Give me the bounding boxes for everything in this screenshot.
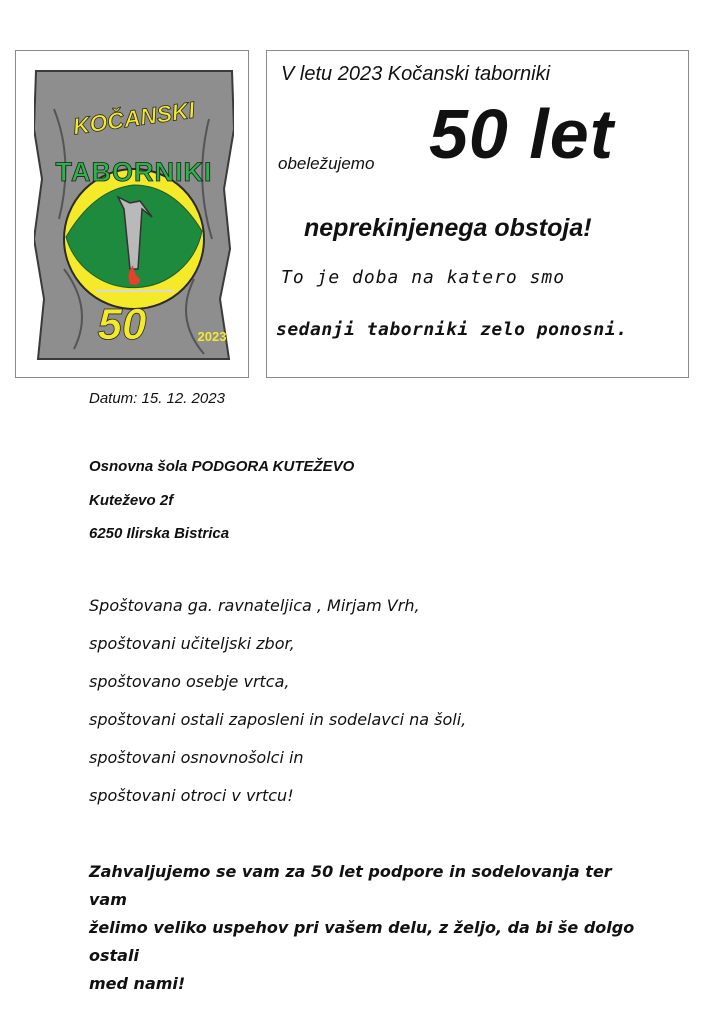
greeting-line: spoštovani otroci v vrtcu! — [89, 786, 294, 805]
recipient-name: Osnovna šola PODGORA KUTEŽEVO — [89, 458, 355, 475]
thanks-line: Zahvaljujemo se vam za 50 let podpore in sodelovanja ter vam — [89, 862, 612, 909]
greeting-line: spoštovani ostali zaposleni in sodelavci na šoli, — [89, 710, 467, 729]
logo-year: 2023 — [197, 329, 227, 344]
logo-word-kocanski: KOČANSKI — [71, 96, 197, 140]
announcement-50-let: 50 let — [429, 95, 614, 173]
greeting-line: Spoštovana ga. ravnateljica , Mirjam Vrh, — [89, 596, 420, 615]
announcement-handwritten-1: To je doba na katero smo — [281, 267, 566, 288]
thanks-line: želimo veliko uspehov pri vašem delu, z željo, da bi še dolgo ostali — [89, 918, 635, 965]
greeting-line: spoštovani osnovnošolci in — [89, 748, 304, 767]
greeting-line: spoštovani učiteljski zbor, — [89, 634, 295, 653]
thanks-paragraph — [89, 858, 649, 998]
greeting-line: spoštovano osebje vrtca, — [89, 672, 290, 691]
kocanski-taborniki-logo — [34, 69, 234, 361]
recipient-city: 6250 Ilirska Bistrica — [89, 525, 230, 542]
thanks-line: med nami! — [89, 974, 186, 993]
announcement-neprekinjenega: neprekinjenega obstoja! — [304, 214, 592, 242]
logo-word-taborniki: TABORNIKI — [55, 157, 213, 187]
recipient-street: Kuteževo 2f — [89, 492, 174, 509]
letter-date: Datum: 15. 12. 2023 — [89, 390, 225, 407]
announcement-obelezujemo: obeležujemo — [278, 154, 375, 173]
logo-frame — [15, 50, 249, 378]
logo-number-50: 50 — [97, 300, 147, 349]
announcement-handwritten-2: sedanji taborniki zelo ponosni. — [276, 319, 628, 340]
announcement-box — [266, 50, 689, 378]
announcement-line1: V letu 2023 Kočanski taborniki — [281, 63, 551, 85]
